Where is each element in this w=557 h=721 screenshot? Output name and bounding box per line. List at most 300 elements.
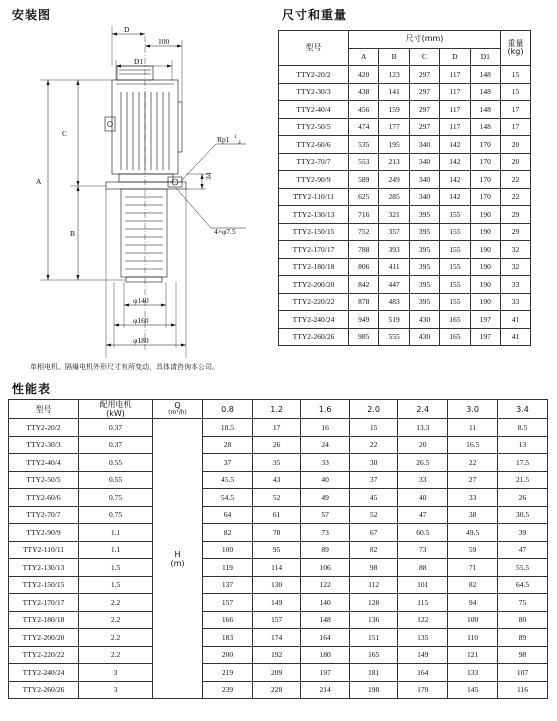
dim-cell: 395	[409, 276, 439, 294]
perf-cell-head: 17.5	[498, 454, 548, 472]
label-100: 100	[158, 37, 170, 46]
perf-cell-model: TTY2-70/7	[9, 506, 79, 524]
perf-cell-head: 95	[252, 541, 300, 559]
perf-cell-head: 52	[252, 489, 300, 507]
dim-cell-model: TTY2-50/5	[279, 118, 349, 136]
perf-table-row	[9, 524, 548, 542]
perf-cell-head: 115	[398, 594, 448, 612]
dim-cell: 32	[501, 258, 531, 276]
perf-table-row	[9, 681, 548, 699]
dim-cell: 165	[440, 311, 470, 329]
perf-flow-header: 0.8	[203, 400, 253, 419]
perf-cell-model: TTY2-40/4	[9, 454, 79, 472]
dim-cell-model: TTY2-130/13	[279, 206, 349, 224]
dim-table-row	[279, 223, 531, 241]
dim-cell: 155	[440, 241, 470, 259]
dim-cell-model: TTY2-110/11	[279, 188, 349, 206]
perf-cell-head: 75	[498, 594, 548, 612]
perf-table-row	[9, 506, 548, 524]
dim-cell: 148	[470, 66, 500, 84]
perf-cell-motor: 2.2	[79, 646, 153, 664]
dim-cell: 752	[349, 223, 379, 241]
dim-cell-model: TTY2-20/2	[279, 66, 349, 84]
dim-cell: 41	[501, 311, 531, 329]
perf-cell-model: TTY2-110/11	[9, 541, 79, 559]
perf-cell-head: 128	[349, 594, 397, 612]
perf-cell-head: 64	[203, 506, 253, 524]
dim-cell: 117	[440, 66, 470, 84]
perf-cell-head: 165	[349, 646, 397, 664]
performance-heading: 性能表	[12, 382, 52, 396]
perf-cell-head: 21.5	[498, 471, 548, 489]
dim-cell: 297	[409, 101, 439, 119]
dim-cell: 395	[409, 223, 439, 241]
perf-header-q-line1: Q	[174, 401, 181, 411]
perf-cell-head: 107	[498, 664, 548, 682]
perf-table-row	[9, 611, 548, 629]
perf-cell-motor: 1.5	[79, 576, 153, 594]
dim-header-weight: 重量(kg)	[501, 31, 531, 66]
dim-table-body	[279, 66, 531, 346]
perf-table-row	[9, 594, 548, 612]
perf-flow-header: 2.0	[349, 400, 397, 419]
perf-cell-head: 82	[448, 576, 498, 594]
perf-cell-head: 140	[301, 594, 349, 612]
perf-cell-head: 114	[252, 559, 300, 577]
perf-h-label-line2: (m)	[170, 558, 185, 568]
dim-cell: 41	[501, 328, 531, 346]
dim-header-model: 型号	[279, 31, 349, 66]
perf-cell-motor: 0.55	[79, 471, 153, 489]
dim-cell: 197	[470, 311, 500, 329]
label-rp-frac-top: 1	[234, 134, 237, 140]
dim-cell: 190	[470, 276, 500, 294]
dim-cell: 340	[409, 188, 439, 206]
dim-cell-model: TTY2-70/7	[279, 153, 349, 171]
dim-cell: 20	[501, 136, 531, 154]
perf-cell-head: 16.5	[448, 436, 498, 454]
dim-cell: 985	[349, 328, 379, 346]
dim-cell: 190	[470, 223, 500, 241]
perf-cell-head: 64.5	[498, 576, 548, 594]
dim-cell: 155	[440, 258, 470, 276]
perf-cell-head: 174	[252, 629, 300, 647]
perf-cell-head: 38	[448, 506, 498, 524]
perf-cell-head: 110	[448, 629, 498, 647]
dim-cell: 411	[379, 258, 409, 276]
perf-cell-head: 136	[349, 611, 397, 629]
dim-cell: 15	[501, 83, 531, 101]
dim-cell-model: TTY2-60/6	[279, 136, 349, 154]
perf-cell-model: TTY2-220/22	[9, 646, 79, 664]
perf-cell-head: 73	[301, 524, 349, 542]
install-drawing	[6, 22, 268, 362]
perf-cell-head: 149	[398, 646, 448, 664]
dim-cell-model: TTY2-260/26	[279, 328, 349, 346]
dim-table-row	[279, 171, 531, 189]
perf-table-row	[9, 471, 548, 489]
dim-cell: 17	[501, 101, 531, 119]
dim-cell: 142	[440, 136, 470, 154]
perf-table-row	[9, 489, 548, 507]
perf-cell-head: 181	[349, 664, 397, 682]
perf-cell-motor: 3	[79, 681, 153, 699]
dim-cell: 430	[409, 328, 439, 346]
dim-cell: 340	[409, 136, 439, 154]
perf-cell-head: 39	[498, 524, 548, 542]
dim-cell: 190	[470, 293, 500, 311]
perf-table-row	[9, 646, 548, 664]
dim-cell: 197	[470, 328, 500, 346]
dim-cell: 177	[379, 118, 409, 136]
dim-cell-model: TTY2-180/18	[279, 258, 349, 276]
perf-cell-head: 67	[349, 524, 397, 542]
perf-cell-head: 24	[301, 436, 349, 454]
dim-table-row	[279, 153, 531, 171]
perf-cell-head: 18.5	[203, 419, 253, 437]
perf-flow-header: 3.0	[448, 400, 498, 419]
dim-cell-model: TTY2-30/3	[279, 83, 349, 101]
dim-cell: 165	[440, 328, 470, 346]
perf-header-motor	[79, 400, 153, 419]
dim-cell: 285	[379, 188, 409, 206]
dim-cell: 395	[409, 206, 439, 224]
label-a: A	[36, 177, 42, 186]
perf-cell-motor: 1.5	[79, 559, 153, 577]
dim-cell: 438	[349, 83, 379, 101]
perf-cell-head: 73	[398, 541, 448, 559]
perf-table-row	[9, 541, 548, 559]
perf-cell-model: TTY2-180/18	[9, 611, 79, 629]
perf-cell-head: 98	[349, 559, 397, 577]
label-rp-frac-bottom: 4	[238, 140, 241, 146]
perf-cell-head: 26	[252, 436, 300, 454]
perf-cell-head: 45.5	[203, 471, 253, 489]
perf-header-row	[9, 400, 548, 419]
perf-header-motor-line1: 配用电机	[99, 400, 132, 409]
perf-table-body	[9, 419, 548, 699]
perf-cell-head: 119	[203, 559, 253, 577]
perf-cell-head: 183	[203, 629, 253, 647]
perf-cell-motor: 1.1	[79, 541, 153, 559]
perf-cell-head: 40	[398, 489, 448, 507]
perf-cell-motor: 3	[79, 664, 153, 682]
perf-cell-head: 15	[349, 419, 397, 437]
dim-table-row	[279, 188, 531, 206]
dim-cell: 195	[379, 136, 409, 154]
dim-cell: 625	[349, 188, 379, 206]
dim-table-row	[279, 118, 531, 136]
perf-flow-header: 2.4	[398, 400, 448, 419]
perf-cell-model: TTY2-50/5	[9, 471, 79, 489]
perf-cell-head: 33	[301, 454, 349, 472]
dim-cell: 170	[470, 136, 500, 154]
perf-cell-head: 122	[398, 611, 448, 629]
label-d: D	[124, 25, 130, 34]
perf-cell-head: 8.5	[498, 419, 548, 437]
perf-cell-head: 164	[398, 664, 448, 682]
perf-h-label	[153, 419, 203, 699]
perf-cell-head: 52	[349, 506, 397, 524]
perf-cell-head: 135	[398, 629, 448, 647]
dim-cell: 117	[440, 83, 470, 101]
dim-cell: 395	[409, 293, 439, 311]
label-phi160: φ160	[133, 316, 149, 325]
dim-cell: 117	[440, 118, 470, 136]
dim-cell: 142	[440, 188, 470, 206]
dim-cell: 141	[379, 83, 409, 101]
perf-cell-head: 192	[252, 646, 300, 664]
dim-cell: 297	[409, 118, 439, 136]
dim-cell: 589	[349, 171, 379, 189]
perf-cell-head: 106	[301, 559, 349, 577]
dim-cell: 15	[501, 66, 531, 84]
perf-cell-head: 26.5	[398, 454, 448, 472]
perf-cell-head: 78	[252, 524, 300, 542]
install-heading: 安装图	[12, 8, 52, 22]
dim-cell: 190	[470, 206, 500, 224]
dim-cell: 148	[470, 101, 500, 119]
perf-table-row	[9, 454, 548, 472]
perf-cell-head: 179	[398, 681, 448, 699]
perf-cell-head: 228	[252, 681, 300, 699]
performance-table	[8, 399, 548, 699]
perf-cell-head: 122	[301, 576, 349, 594]
dim-cell: 33	[501, 293, 531, 311]
dim-cell: 22	[501, 188, 531, 206]
perf-cell-head: 49	[301, 489, 349, 507]
perf-cell-head: 137	[203, 576, 253, 594]
dim-cell: 297	[409, 83, 439, 101]
perf-table-row	[9, 664, 548, 682]
label-phi180: φ180	[133, 336, 149, 345]
dim-cell: 155	[440, 223, 470, 241]
perf-cell-head: 33	[448, 489, 498, 507]
dim-table-row	[279, 258, 531, 276]
perf-cell-motor: 2.2	[79, 594, 153, 612]
perf-cell-motor: 0.55	[79, 454, 153, 472]
dim-cell: 519	[379, 311, 409, 329]
perf-cell-head: 149	[252, 594, 300, 612]
dim-cell: 29	[501, 223, 531, 241]
perf-cell-head: 89	[301, 541, 349, 559]
perf-cell-head: 101	[398, 576, 448, 594]
dim-cell: 393	[379, 241, 409, 259]
dim-cell: 340	[409, 171, 439, 189]
perf-cell-head: 22	[448, 454, 498, 472]
dim-cell: 535	[349, 136, 379, 154]
perf-cell-motor: 0.37	[79, 419, 153, 437]
perf-cell-head: 37	[349, 471, 397, 489]
perf-header-q	[153, 400, 203, 419]
perf-cell-head: 33	[398, 471, 448, 489]
dim-cell: 340	[409, 153, 439, 171]
perf-cell-head: 197	[301, 664, 349, 682]
dim-table-row	[279, 311, 531, 329]
perf-cell-motor: 0.37	[79, 436, 153, 454]
perf-table-row	[9, 436, 548, 454]
perf-header-model: 型号	[9, 400, 79, 419]
perf-cell-head: 89	[498, 629, 548, 647]
dim-cell: 123	[379, 66, 409, 84]
perf-h-label-line1: H	[174, 549, 181, 559]
perf-cell-head: 180	[301, 646, 349, 664]
perf-cell-head: 17	[252, 419, 300, 437]
dim-table-row	[279, 328, 531, 346]
dim-cell: 32	[501, 241, 531, 259]
perf-cell-head: 61	[252, 506, 300, 524]
label-holes: 4×φ7.5	[214, 227, 236, 236]
perf-cell-head: 121	[448, 646, 498, 664]
dim-cell: 159	[379, 101, 409, 119]
perf-cell-head: 13	[498, 436, 548, 454]
perf-flow-header: 3.4	[498, 400, 548, 419]
dim-cell: 474	[349, 118, 379, 136]
dim-cell: 788	[349, 241, 379, 259]
perf-cell-head: 148	[301, 611, 349, 629]
perf-cell-head: 49.5	[448, 524, 498, 542]
dim-cell: 190	[470, 241, 500, 259]
perf-cell-head: 214	[301, 681, 349, 699]
dim-cell: 190	[470, 258, 500, 276]
perf-cell-head: 30.5	[498, 506, 548, 524]
dim-col-header: D	[440, 48, 470, 66]
dim-table-row	[279, 206, 531, 224]
dim-cell: 117	[440, 101, 470, 119]
perf-cell-head: 209	[252, 664, 300, 682]
perf-cell-head: 166	[203, 611, 253, 629]
perf-cell-head: 145	[448, 681, 498, 699]
perf-cell-head: 239	[203, 681, 253, 699]
perf-cell-head: 164	[301, 629, 349, 647]
dim-col-header: D1	[470, 48, 500, 66]
perf-cell-model: TTY2-240/24	[9, 664, 79, 682]
motor-note: 单相电机、隔爆电机外形尺寸有所变动，具体请咨询本公司。	[30, 363, 219, 371]
dim-table-row	[279, 83, 531, 101]
dim-table-row	[279, 276, 531, 294]
perf-cell-model: TTY2-20/2	[9, 419, 79, 437]
dim-col-header: B	[379, 48, 409, 66]
perf-cell-head: 200	[203, 646, 253, 664]
perf-header-motor-line2: (kW)	[106, 409, 125, 419]
dim-cell: 357	[379, 223, 409, 241]
dim-cell-model: TTY2-220/22	[279, 293, 349, 311]
perf-cell-head: 35	[252, 454, 300, 472]
dim-cell: 553	[349, 153, 379, 171]
perf-table-row	[9, 629, 548, 647]
perf-table-row	[9, 576, 548, 594]
perf-cell-head: 27	[448, 471, 498, 489]
perf-cell-head: 28	[203, 436, 253, 454]
perf-cell-head: 219	[203, 664, 253, 682]
dim-cell: 949	[349, 311, 379, 329]
perf-cell-head: 157	[252, 611, 300, 629]
dim-table-row	[279, 101, 531, 119]
perf-cell-head: 60.5	[398, 524, 448, 542]
dim-cell: 716	[349, 206, 379, 224]
dimensions-table	[278, 30, 531, 346]
perf-cell-model: TTY2-150/15	[9, 576, 79, 594]
dimensions-heading: 尺寸和重量	[282, 8, 348, 22]
perf-cell-head: 82	[349, 541, 397, 559]
dim-cell: 148	[470, 118, 500, 136]
perf-cell-head: 40	[301, 471, 349, 489]
dim-cell: 142	[440, 171, 470, 189]
perf-cell-head: 30	[349, 454, 397, 472]
perf-cell-head: 57	[301, 506, 349, 524]
perf-cell-model: TTY2-170/17	[9, 594, 79, 612]
dim-cell-model: TTY2-90/9	[279, 171, 349, 189]
dim-cell: 395	[409, 241, 439, 259]
perf-cell-motor: 1.1	[79, 524, 153, 542]
perf-cell-head: 100	[203, 541, 253, 559]
perf-cell-head: 45	[349, 489, 397, 507]
dim-cell-model: TTY2-240/24	[279, 311, 349, 329]
dim-cell: 170	[470, 171, 500, 189]
dim-col-header: C	[409, 48, 439, 66]
dim-cell: 155	[440, 276, 470, 294]
dim-cell: 430	[409, 311, 439, 329]
perf-cell-head: 198	[349, 681, 397, 699]
perf-cell-model: TTY2-130/13	[9, 559, 79, 577]
perf-cell-head: 133	[448, 664, 498, 682]
perf-cell-model: TTY2-260/26	[9, 681, 79, 699]
dim-cell: 878	[349, 293, 379, 311]
perf-cell-head: 94	[448, 594, 498, 612]
perf-cell-head: 71	[448, 559, 498, 577]
dim-cell-model: TTY2-150/15	[279, 223, 349, 241]
perf-cell-head: 130	[252, 576, 300, 594]
perf-cell-head: 116	[498, 681, 548, 699]
dim-cell: 555	[379, 328, 409, 346]
label-b: B	[70, 229, 76, 238]
perf-cell-head: 157	[203, 594, 253, 612]
dim-cell: 29	[501, 206, 531, 224]
perf-cell-model: TTY2-90/9	[9, 524, 79, 542]
perf-cell-head: 26	[498, 489, 548, 507]
dim-col-header: A	[349, 48, 379, 66]
perf-cell-head: 11	[448, 419, 498, 437]
perf-cell-head: 82	[203, 524, 253, 542]
label-34: 34	[204, 172, 213, 180]
perf-cell-head: 112	[349, 576, 397, 594]
perf-cell-model: TTY2-60/6	[9, 489, 79, 507]
dim-cell-model: TTY2-170/17	[279, 241, 349, 259]
dim-table-row	[279, 293, 531, 311]
dim-cell: 170	[470, 153, 500, 171]
perf-table-row	[9, 419, 548, 437]
perf-cell-head: 16	[301, 419, 349, 437]
dim-cell: 447	[379, 276, 409, 294]
dim-cell-model: TTY2-40/4	[279, 101, 349, 119]
perf-cell-head: 98	[498, 646, 548, 664]
dim-cell: 395	[409, 258, 439, 276]
dim-cell: 842	[349, 276, 379, 294]
dim-cell: 213	[379, 153, 409, 171]
dim-table-row	[279, 136, 531, 154]
perf-cell-motor: 2.2	[79, 611, 153, 629]
dim-cell: 17	[501, 118, 531, 136]
perf-cell-head: 54.5	[203, 489, 253, 507]
perf-cell-head: 22	[349, 436, 397, 454]
perf-cell-head: 20	[398, 436, 448, 454]
perf-cell-head: 55.5	[498, 559, 548, 577]
dim-cell: 297	[409, 66, 439, 84]
perf-cell-head: 100	[448, 611, 498, 629]
dim-cell: 321	[379, 206, 409, 224]
dim-cell: 170	[470, 188, 500, 206]
perf-flow-header: 1.2	[252, 400, 300, 419]
